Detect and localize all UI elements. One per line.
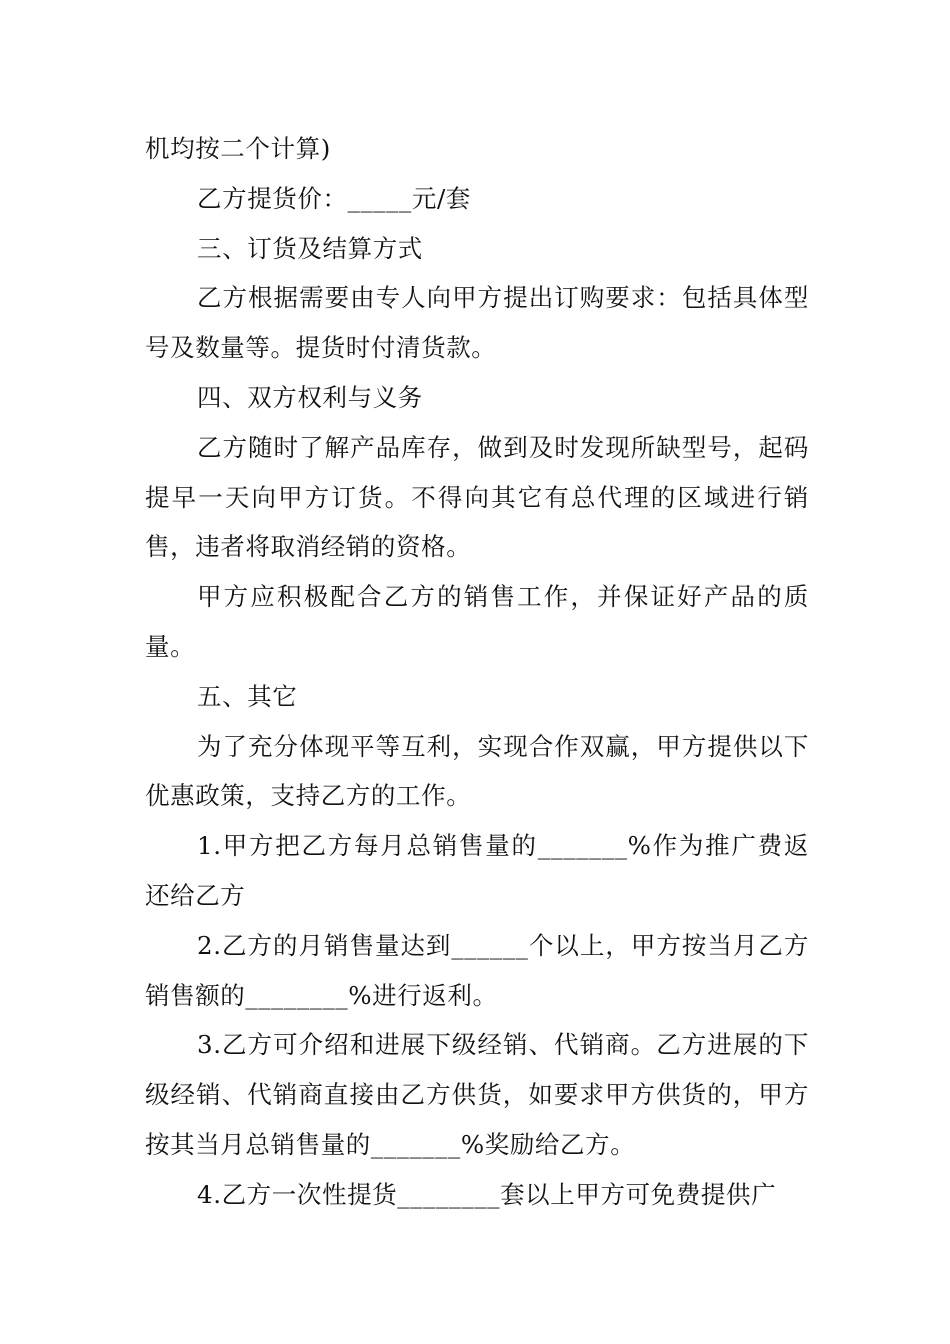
policy-item-2: 2.乙方的月销售量达到______个以上，甲方按当月乙方销售额的________%进行返利。 bbox=[145, 930, 809, 1010]
paragraph-party-a-duties: 甲方应积极配合乙方的销售工作，并保证好产品的质量。 bbox=[145, 582, 809, 661]
document-body bbox=[145, 124, 809, 1220]
paragraph-party-b-duties: 乙方随时了解产品库存，做到及时发现所缺型号，起码提早一天向甲方订货。不得向其它有总代理的区域进行销售，违者将取消经销的资格。 bbox=[145, 432, 809, 562]
paragraph-policy-intro: 为了充分体现平等互利，实现合作双赢，甲方提供以下优惠政策，支持乙方的工作。 bbox=[145, 731, 809, 811]
section-heading-other: 五、其它 bbox=[197, 681, 298, 711]
section-heading-ordering: 三、订货及结算方式 bbox=[197, 233, 423, 263]
policy-item-1: 1.甲方把乙方每月总销售量的_______%作为推广费返还给乙方 bbox=[145, 831, 809, 910]
policy-item-3: 3.乙方可介绍和进展下级经销、代销商。乙方进展的下级经销、代销商直接由乙方供货，如要求甲方供货的，甲方按其当月总销售量的_______%奖励给乙方。 bbox=[145, 1030, 809, 1159]
policy-item-4: 4.乙方一次性提货________套以上甲方可免费提供广 bbox=[197, 1179, 777, 1209]
section-heading-rights: 四、双方权利与义务 bbox=[197, 382, 423, 412]
paragraph-continuation: 机均按二个计算) bbox=[145, 134, 331, 163]
paragraph-supply-price: 乙方提货价：_____元/套 bbox=[197, 183, 471, 213]
paragraph-ordering: 乙方根据需要由专人向甲方提出订购要求：包括具体型号及数量等。提货时付清货款。 bbox=[145, 283, 809, 363]
